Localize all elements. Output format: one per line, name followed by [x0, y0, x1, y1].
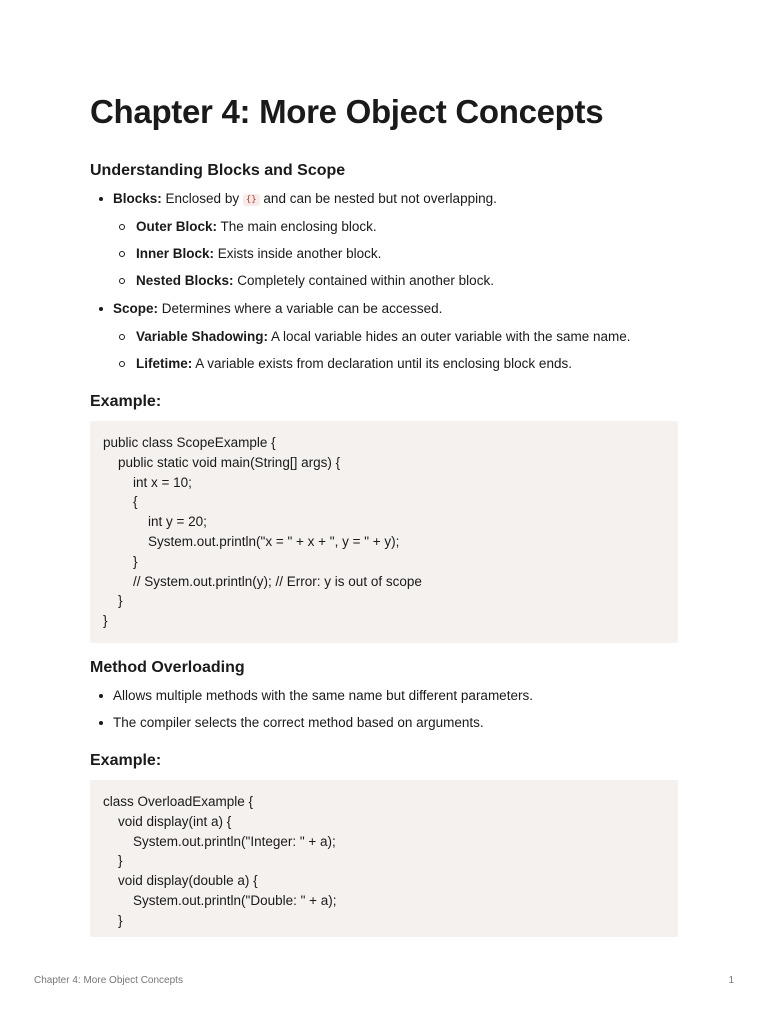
bullet-text: Determines where a variable can be accessed.: [158, 301, 443, 316]
list-item-overloading-2: The compiler selects the correct method based on arguments.: [90, 714, 678, 732]
example-heading-1: Example:: [90, 393, 162, 410]
bullet-text: Completely contained within another block.: [233, 273, 494, 288]
section-heading-blocks-scope: Understanding Blocks and Scope: [90, 162, 346, 179]
bullet-label: Variable Shadowing:: [136, 329, 269, 344]
list-item-variable-shadowing: [113, 328, 678, 346]
list-item-blocks: [90, 190, 678, 290]
bullet-text: A local variable hides an outer variable with the same name.: [268, 329, 631, 344]
bullet-text: The main enclosing block.: [217, 219, 377, 234]
inline-code: {}: [243, 194, 260, 206]
bullet-label: Scope:: [113, 301, 159, 316]
method-overloading-list: [90, 687, 678, 732]
blocks-scope-list: [90, 190, 678, 373]
section-heading-method-overloading: Method Overloading: [90, 658, 245, 676]
bullet-label: Lifetime:: [136, 356, 193, 371]
blocks-sublist: [113, 218, 678, 290]
bullet-label: Outer Block:: [136, 219, 218, 234]
bullet-text: and can be nested but not overlapping.: [259, 191, 497, 206]
example-heading-2: Example:: [90, 751, 162, 769]
bullet-text: A variable exists from declaration until its enclosing block ends.: [192, 356, 572, 371]
page-title: Chapter 4: More Object Concepts: [90, 93, 604, 130]
list-item-inner-block: [113, 245, 678, 263]
document-page: [90, 88, 678, 937]
footer-page-number: 1: [728, 975, 734, 986]
footer-chapter-title: Chapter 4: More Object Concepts: [34, 975, 183, 986]
bullet-label: Nested Blocks:: [136, 273, 234, 288]
list-item-lifetime: [113, 355, 678, 373]
code-block-overload-example: class OverloadExample { void display(int a) { System.out.println("Integer: " + a); } void display(double a) { System.out.println("Double: " + a); }: [90, 780, 678, 937]
scope-sublist: [113, 328, 678, 373]
bullet-text: Enclosed by: [161, 191, 243, 206]
bullet-label: Inner Block:: [136, 246, 215, 261]
bullet-label: Blocks:: [113, 191, 162, 206]
code-block-scope-example: public class ScopeExample { public static void main(String[] args) { int x = 10; { int y = 20; System.out.println("x = " + x + ", y = " + y); } // System.out.println(y); // Error: y is out of scope } }: [90, 421, 678, 643]
list-item-outer-block: [113, 218, 678, 236]
list-item-scope: [90, 300, 678, 373]
list-item-nested-blocks: [113, 272, 678, 290]
list-item-overloading-1: Allows multiple methods with the same name but different parameters.: [90, 687, 678, 705]
bullet-text: Exists inside another block.: [214, 246, 382, 261]
